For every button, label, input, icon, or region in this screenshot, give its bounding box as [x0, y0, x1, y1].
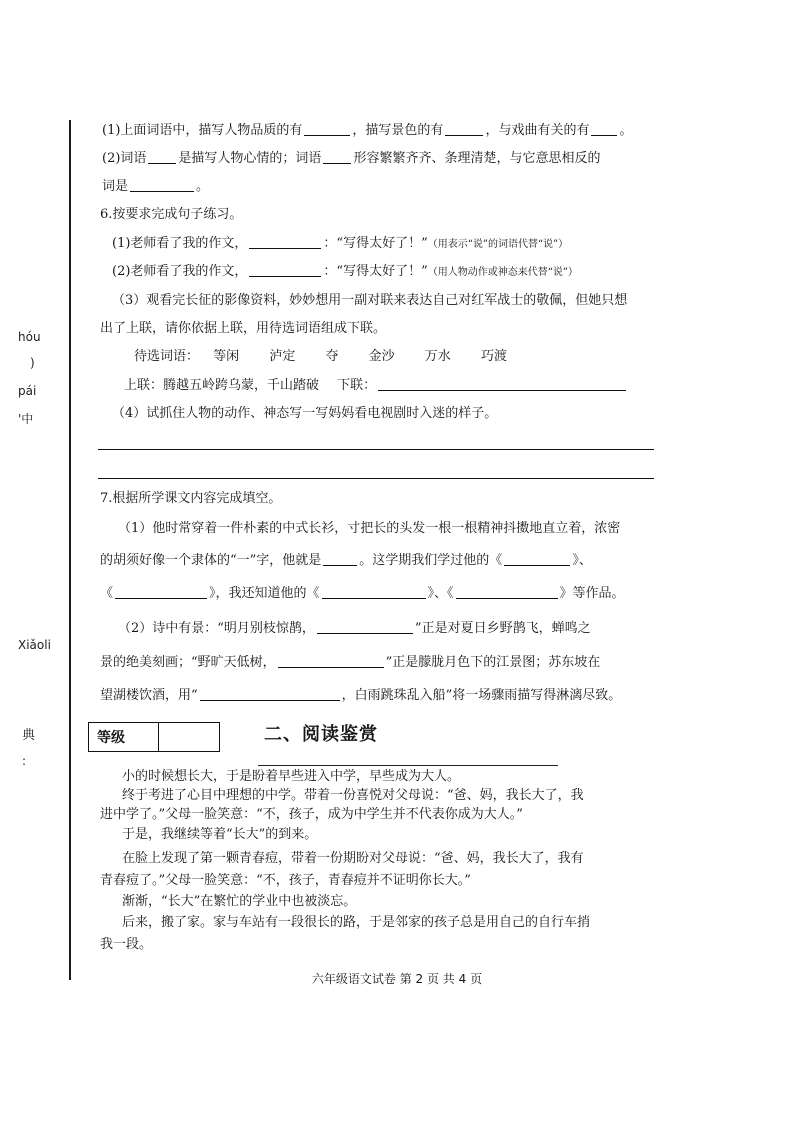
answer-blank[interactable]	[322, 585, 426, 599]
reading-paragraph: 在脸上发现了第一颗青春痘，带着一份期盼对父母说：“爸、妈，我长大了，我有	[122, 851, 584, 866]
q7-heading: 7.根据所学课文内容完成填空。	[100, 491, 282, 506]
grade-input-cell[interactable]	[159, 723, 219, 751]
answer-blank[interactable]	[504, 552, 570, 566]
answer-blank[interactable]	[456, 585, 558, 599]
binding-margin-line	[69, 120, 71, 980]
answer-blank[interactable]	[200, 687, 340, 701]
grade-box	[88, 722, 220, 752]
answer-blank[interactable]	[323, 150, 351, 164]
section-title: 二、阅读鉴赏	[264, 724, 378, 745]
reading-paragraph: 小的时候想长大，于是盼着早些进入中学，早些成为大人。	[122, 769, 461, 784]
writing-answer-line[interactable]	[98, 478, 654, 479]
margin-note: '中	[18, 412, 34, 426]
q7-p1-line-3: 《 》，我还知道他的《 》、《 》等作品。	[100, 586, 625, 601]
reading-paragraph: 进中学了。”父母一脸笑意：“不，孩子，成为中学生并不代表你成为大人。”	[100, 807, 523, 822]
margin-note: Xiǎoli	[18, 638, 51, 652]
margin-note: )	[30, 356, 35, 370]
q6-candidate-words: 待选词语： 等闲 泸定 夺 金沙 万水 巧渡	[134, 349, 507, 364]
reading-paragraph: 终于考进了心目中理想的中学。带着一份喜悦对父母说：“爸、妈，我长大了，我	[122, 788, 584, 803]
q7-p2-line-2: 景的绝美刻画；“野旷天低树， ”正是朦胧月色下的江景图；苏东坡在	[100, 655, 601, 670]
page-footer: 六年级语文试卷 第 2 页 共 4 页	[311, 972, 483, 986]
reading-paragraph: 后来，搬了家。家与车站有一段很长的路，于是邻家的孩子总是用自己的自行车捎	[122, 915, 591, 930]
answer-blank[interactable]	[317, 620, 413, 634]
answer-blank[interactable]	[130, 178, 194, 192]
margin-note: :	[22, 754, 27, 768]
margin-note: 典	[22, 728, 36, 743]
q6-writing-prompt: （4）试抓住人物的动作、神态写一写妈妈看电视剧时入迷的样子。	[112, 406, 498, 421]
answer-blank[interactable]	[278, 654, 384, 668]
answer-blank[interactable]	[323, 552, 357, 566]
margin-note: hóu	[18, 330, 41, 344]
grade-label: 等级	[89, 723, 159, 751]
reading-paragraph: 渐渐，“长大”在繁忙的学业中也被淡忘。	[122, 894, 357, 909]
answer-blank[interactable]	[115, 585, 207, 599]
answer-blank[interactable]	[445, 122, 483, 136]
q6-couplet-prompt-2: 出了上联，请你依据上联，用待选词语组成下联。	[100, 321, 387, 336]
q5-line-3: 词是 。	[102, 179, 210, 194]
q6-couplet-prompt-1: （3）观看完长征的影像资料，妙妙想用一副对联来表达自己对红军战士的敬佩，但她只想	[112, 293, 628, 308]
q6-couplet: 上联：腾越五岭跨乌蒙，千山踏破 下联：	[124, 377, 656, 395]
answer-blank[interactable]	[304, 122, 350, 136]
reading-paragraph: 我一段。	[100, 937, 153, 952]
q6-sentence-1: (1)老师看了我的作文， ：“写得太好了！”（用表示“说”的词语代替“说”）	[112, 236, 569, 251]
answer-blank[interactable]	[249, 235, 321, 249]
answer-blank[interactable]	[148, 150, 176, 164]
q7-p1-line-1: （1）他时常穿着一件朴素的中式长衫，寸把长的头发一根一根精神抖擞地直立着，浓密	[118, 521, 621, 536]
margin-note: pái	[18, 384, 37, 398]
q7-p2-line-3: 望湖楼饮酒，用“ ，白雨跳珠乱入船”将一场骤雨描写得淋漓尽致。	[100, 688, 622, 703]
q5-line-1: (1)上面词语中，描写人物品质的有 ，描写景色的有 ，与戏曲有关的有 。	[102, 123, 633, 138]
reading-paragraph: 青春痘了。”父母一脸笑意：“不，孩子，青春痘并不证明你长大。”	[100, 873, 471, 888]
answer-blank[interactable]	[591, 122, 617, 136]
reading-paragraph: 于是，我继续等着“长大”的到来。	[122, 827, 318, 842]
q7-p1-line-2: 的胡须好像一个隶体的“一”字，他就是 。这学期我们学过他的《 》、	[100, 553, 592, 568]
lower-couplet-blank[interactable]	[378, 377, 626, 391]
writing-answer-line[interactable]	[98, 449, 654, 450]
q7-p2-line-1: （2）诗中有景：“明月别枝惊鹊， ”正是对夏日乡野鹊飞，蝉鸣之	[118, 621, 591, 636]
q5-line-2: (2)词语 是描写人物心情的；词语 形容繁繁齐齐、条理清楚，与它意思相反的	[102, 151, 601, 166]
q6-sentence-2: (2)老师看了我的作文， ：“写得太好了！”（用人物动作或神态来代替“说”）	[112, 264, 578, 279]
answer-blank[interactable]	[249, 263, 321, 277]
section-underline	[258, 765, 558, 766]
q6-heading: 6.按要求完成句子练习。	[100, 207, 243, 222]
